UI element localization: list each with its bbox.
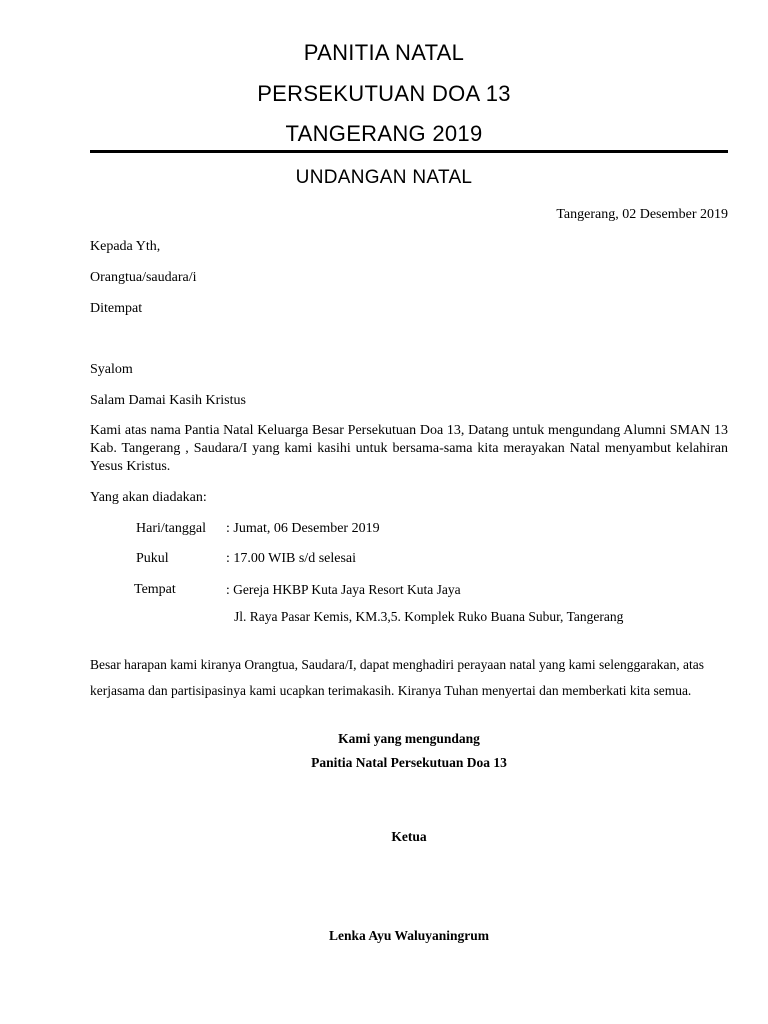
schedule-time-label: Pukul — [136, 551, 169, 566]
signature-inviter: Kami yang mengundang — [338, 731, 480, 746]
letter-title: UNDANGAN NATAL — [295, 167, 473, 188]
header-organization: PERSEKUTUAN DOA 13 — [257, 81, 511, 106]
header-divider — [90, 150, 728, 153]
schedule-day-value: : Jumat, 06 Desember 2019 — [226, 521, 380, 536]
greeting-salam: Salam Damai Kasih Kristus — [90, 393, 246, 408]
closing-line-2: kerjasama dan partisipasinya kami ucapkan terimakasih. Kiranya Tuhan menyertai dan memberkati kita semua. — [90, 683, 692, 698]
schedule-place-label: Tempat — [134, 582, 176, 597]
recipient-name: Orangtua/saudara/i — [90, 270, 197, 285]
schedule-day-label: Hari/tanggal — [136, 521, 206, 536]
signature-name: Lenka Ayu Waluyaningrum — [328, 928, 490, 943]
body-paragraph: Kami atas nama Pantia Natal Keluarga Besar Persekutuan Doa 13, Datang untuk mengundang Alumni SMAN 13 Kab. Tangerang , Saudara/I yang kami kasihi untuk bersama-sama kita merayakan Natal menyambut kelahiran Yesus Kristus. — [90, 423, 728, 474]
schedule-time-value: : 17.00 WIB s/d selesai — [226, 551, 357, 566]
schedule-address: Jl. Raya Pasar Kemis, KM.3,5. Komplek Ruko Buana Subur, Tangerang — [234, 609, 624, 624]
schedule-place-value: : Gereja HKBP Kuta Jaya Resort Kuta Jaya — [226, 582, 461, 597]
closing-line-1: Besar harapan kami kiranya Orangtua, Saudara/I, dapat menghadiri perayaan natal yang kami selenggarakan, atas — [90, 657, 704, 672]
recipient-place: Ditempat — [90, 301, 143, 316]
recipient-salutation: Kepada Yth, — [90, 239, 161, 254]
greeting-syalom: Syalom — [90, 362, 133, 377]
header-location-year: TANGERANG 2019 — [285, 121, 483, 146]
header-committee: PANITIA NATAL — [303, 40, 465, 65]
schedule-intro: Yang akan diadakan: — [90, 490, 207, 505]
signature-role: Ketua — [391, 829, 427, 844]
letter-date: Tangerang, 02 Desember 2019 — [556, 207, 728, 222]
signature-committee: Panitia Natal Persekutuan Doa 13 — [311, 755, 507, 770]
